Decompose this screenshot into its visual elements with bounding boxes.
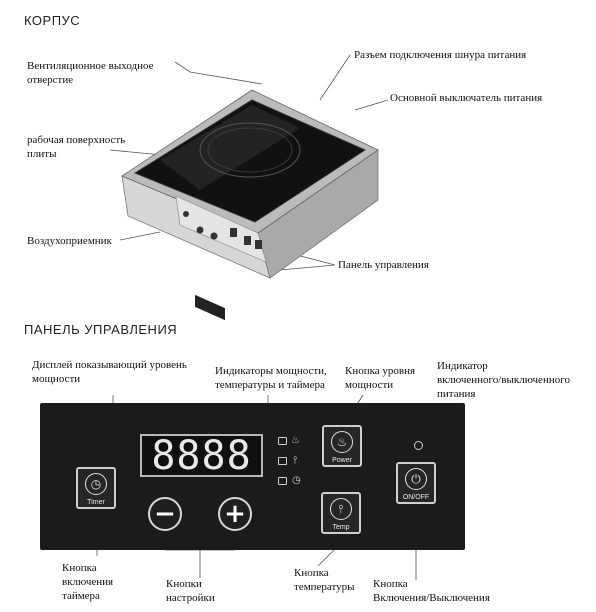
heading-body: КОРПУС: [24, 13, 81, 28]
indicator-timer-led: [278, 477, 287, 485]
label-cord: Разъем подключения шнура питания: [354, 49, 527, 61]
minus-button[interactable]: −: [148, 497, 182, 531]
power-level-button[interactable]: [322, 425, 362, 467]
flame-icon: ♨: [291, 435, 300, 446]
thermometer-icon: ⫯: [330, 498, 352, 520]
label-indicators: Индикаторы мощности, температуры и таймера: [215, 365, 327, 391]
clock-icon: ◷: [292, 475, 301, 486]
onoff-button[interactable]: [396, 462, 436, 504]
label-adjust-buttons: Кнопки настройки: [166, 578, 215, 604]
label-control-panel: Панель управления: [338, 259, 429, 271]
indicator-power-led: [278, 437, 287, 445]
onoff-indicator-led: [414, 441, 423, 450]
heading-panel: ПАНЕЛЬ УПРАВЛЕНИЯ: [24, 322, 178, 337]
timer-button[interactable]: [76, 467, 116, 509]
power-caption: Power: [332, 457, 352, 464]
timer-caption: Timer: [87, 499, 105, 506]
label-onoff-button: Кнопка Включения/Выключения: [373, 578, 490, 604]
label-surface: рабочая поверхность плиты: [27, 134, 126, 160]
label-vent: Вентиляционное выходное отверстие: [27, 60, 154, 86]
label-temp-button: Кнопка температуры: [294, 567, 355, 593]
label-main-switch: Основной выключатель питания: [390, 92, 543, 104]
temp-caption: Temp: [332, 524, 350, 531]
label-power-button: Кнопка уровня мощности: [345, 365, 416, 391]
temperature-button[interactable]: [321, 492, 361, 534]
label-timer-button: Кнопка включения таймера: [62, 562, 114, 602]
indicator-temp-led: [278, 457, 287, 465]
clock-icon: ◷: [85, 473, 107, 495]
control-panel: [40, 403, 465, 550]
plus-button[interactable]: +: [218, 497, 252, 531]
power-icon: ⏻: [405, 468, 427, 490]
onoff-caption: ON/OFF: [402, 494, 430, 501]
flame-icon: ♨: [331, 431, 353, 453]
label-intake: Воздухоприемник: [27, 235, 112, 247]
display-digits: 8888: [151, 433, 252, 479]
label-display: Дисплей показывающий уровень мощности: [32, 359, 187, 385]
power-display: [140, 434, 263, 477]
thermometer-icon: ⫯: [293, 455, 298, 466]
label-onoff-indicator: Индикатор включенного/выключенного питания: [437, 360, 570, 400]
